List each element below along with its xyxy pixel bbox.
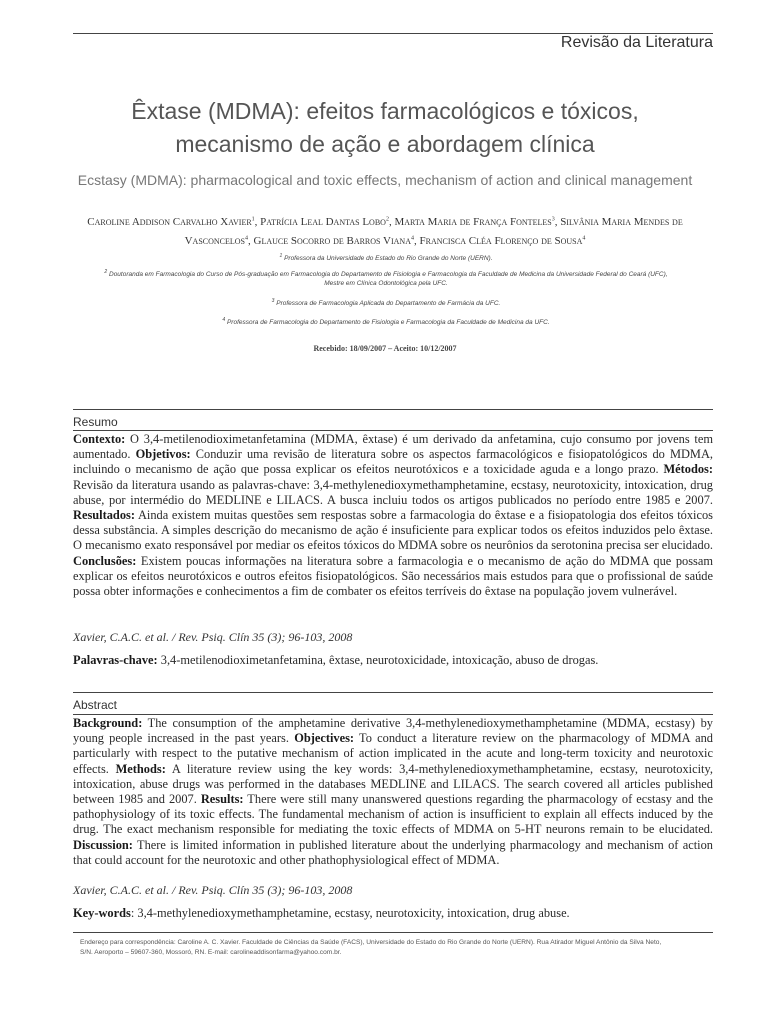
affiliation: $^3$ Professora de Farmacologia Aplicada do Departamento de Farmácia da UFC. [271,298,501,308]
author-list [60,211,710,250]
title-pt-line1: Êxtase (MDMA): efeitos farmacológicos e tóxicos, [131,98,639,124]
author: Marta Maria de França Fonteles$^3$, [394,215,561,228]
affiliation: $^2$ Doutoranda em Farmacologia do Curso de Pós-graduação em Farmacologia do Departamento de Fisiologia e Farmacologia da Faculdade de Medicina da Universidade Federal do Ceará (UFC), Mestre em Clínica Odontológica pela UFC. [104,269,668,288]
abstract-heading-rule [73,714,713,715]
affiliation: $^1$ Professora da Universidade do Estado do Rio Grande do Norte (UERN). [279,253,493,263]
abstract-heading: Abstract [73,698,118,712]
section-label: Revisão da Literatura [560,34,713,51]
author: Patrícia Leal Dantas Lobo$^2$, [260,215,395,228]
abstract-body: Background: The consumption of the amphetamine derivative 3,4-methylenedioxymethamphetamine (MDMA, ecstasy) by young people increased in the past years. Objectives: To conduct a literature review on the pharmacology of MDMA and particularly with respect to the putative mechanism of action implicated in the acute and long-term toxicity and neurotoxic effects. Methods: A literature review using the key words: 3,4-methylenedioxymethamphetamine, ecstasy, neurotoxicity, intoxication, abuse drugs was performed in the databases MEDLINE and LILACS. The search covered all articles published between 1985 and 2007. Results: There were still many unanswered questions regarding the pharmacology of ecstasy and the pathophysiology of its toxic effects. The fundamental mechanism of action is insufficient to explain all effects induced by the drug. The exact mechanism responsible for mediating the toxic effects of MDMA on 5-HT neurons remain to be elucidated. Discussion: There is limited information in published literature about the underlying pharmacology and mechanism of action that could account for the neurotoxic and other phathophysiological effect of MDMA. [73,716,713,867]
resumo-heading-rule [73,430,713,431]
resumo-body: Contexto: O 3,4-metilenodioximetanfetamina (MDMA, êxtase) é um derivado da anfetamina, cujo consumo por jovens tem aumentado. Objetivos: Conduzir uma revisão de literatura sobre os aspectos farmacológicos e fisiopatológicos do MDMA, incluindo o mecanismo de ação que possa explicar os efeitos neurotóxicos e a toxicidade aguda e a longo prazo. Métodos: Revisão da literatura usando as palavras-chave: 3,4-methylenedioxymethamphetamine, ecstasy, neurotoxicity, intoxication, drug abuse, por intermédio do MEDLINE e LILACS. A busca incluiu todos os artigos publicados no período entre 1985 e 2007. Resultados: Ainda existem muitas questões sem respostas sobre a farmacologia do êxtase e a fisiopatologia dos efeitos tóxicos dessa substância. A simples descrição do mecanismo de ação é insuficiente para explicar todos os efeitos induzidos pelo êxtase. O mecanismo exato responsável por mediar os efeitos tóxicos do MDMA sobre os neurônios da serotonina precisa ser elucidado. Conclusões: Existem poucas informações na literatura sobre a farmacologia e o mecanismo de ação do MDMA que possam explicar os efeitos neurotóxicos e outros efeitos fisiopatológicos. São necessários mais estudos para que o profissional de saúde possa obter informações e conhecimentos a fim de combater os efeitos terríveis do êxtase na população jovem vulnerável. [73,432,713,599]
author: Glauce Socorro de Barros Viana$^4$, [253,235,420,248]
resumo-top-rule [73,409,713,410]
author: Francisca Cléa Florenço de Sousa$^4$ [419,235,586,248]
received-accepted-dates: Recebido: 18/09/2007 – Aceito: 10/12/2007 [313,344,457,353]
affiliation: $^4$ Professora de Farmacologia do Departamento de Fisiologia e Farmacologia da Faculdade de Medicina da UFC. [222,317,550,327]
title-portuguese [60,95,710,161]
abstract-top-rule [73,692,713,693]
abstract-citation: Xavier, C.A.C. et al. / Rev. Psiq. Clín 35 (3); 96-103, 2008 [73,883,353,897]
footer-rule [73,932,713,933]
author: Silvânia Maria Mendes de Vasconcelos$^4$, [184,215,683,248]
resumo-citation: Xavier, C.A.C. et al. / Rev. Psiq. Clín 35 (3); 96-103, 2008 [73,630,353,644]
title-pt-line2: mecanismo de ação e abordagem clínica [175,131,595,157]
author: Caroline Addison Carvalho Xavier$^1$, [87,215,261,228]
resumo-heading: Resumo [73,415,118,429]
title-english: Ecstasy (MDMA): pharmacological and toxic effects, mechanism of action and clinical management [77,172,693,188]
correspondence-footer: Endereço para correspondência: Caroline A. C. Xavier. Faculdade de Ciências da Saúde (FACS), Universidade do Estado do Rio Grande do Norte (UERN). Rua Atirador Miguel Antônio da Silva Neto, S/N. Aeroporto – 59607-360, Mossoró, RN. E-mail: carolineaddisonfarma@yahoo.com.br. [80,939,662,956]
abstract-keywords: Key-words: 3,4-methylenedioxymethamphetamine, ecstasy, neurotoxicity, intoxication, drug abuse. [73,906,570,920]
resumo-keywords: Palavras-chave: 3,4-metilenodioximetanfetamina, êxtase, neurotoxicidade, intoxicação, abuso de drogas. [73,653,599,667]
